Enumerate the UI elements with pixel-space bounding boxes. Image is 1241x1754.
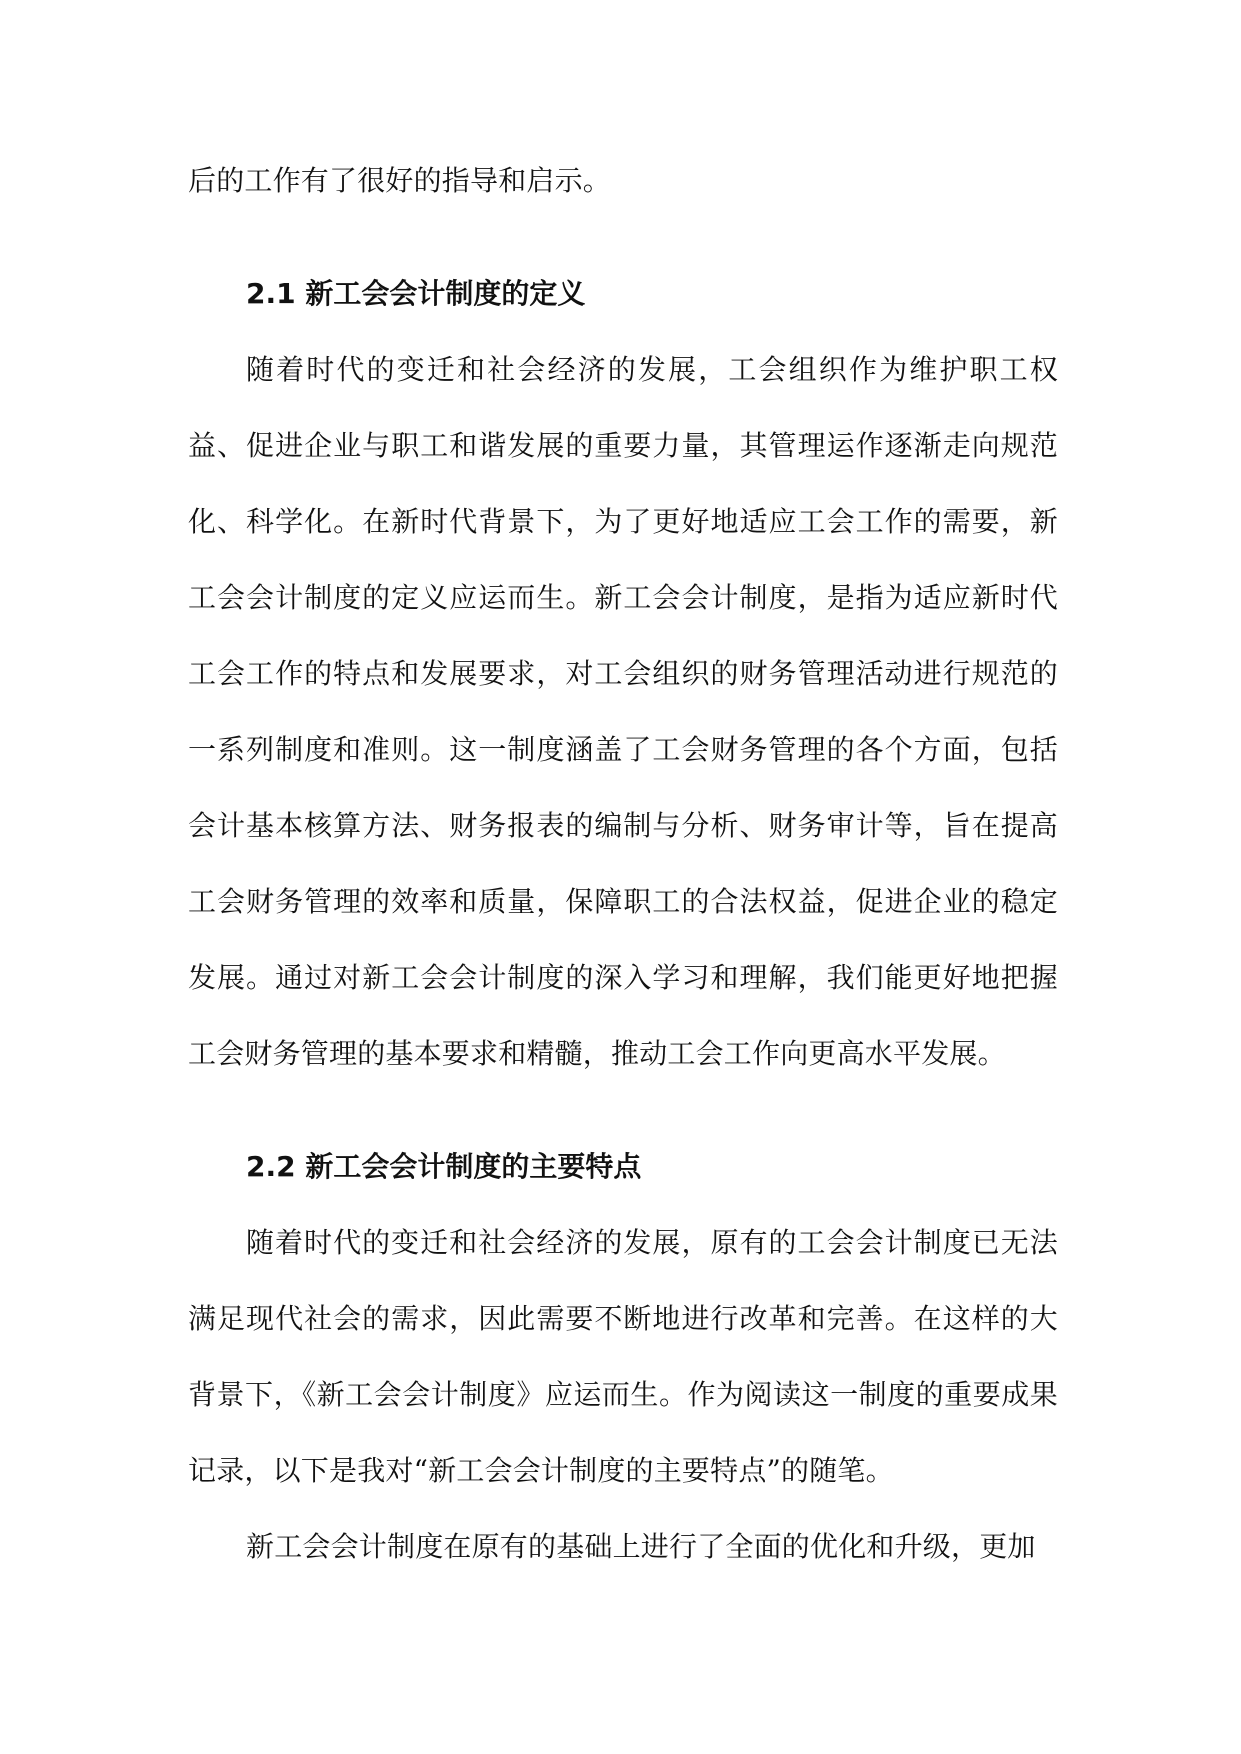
section-heading-2-2: 2.2 新工会会计制度的主要特点: [246, 1150, 642, 1183]
document-body: [188, 143, 1058, 1585]
section-2-2-paragraph-2: 新工会会计制度在原有的基础上进行了全面的优化和升级，更加: [246, 1530, 1036, 1563]
section-2-2-paragraph-1: 随着时代的变迁和社会经济的发展，原有的工会会计制度已无法满足现代社会的需求，因此需要不断地进行改革和完善。在这样的大背景下，《新工会会计制度》应运而生。作为阅读这一制度的重要成果记录，以下是我对“新工会会计制度的主要特点”的随笔。: [188, 1226, 1058, 1487]
continuation-paragraph: 后的工作有了很好的指导和启示。: [188, 164, 612, 197]
section-heading-2-1: 2.1 新工会会计制度的定义: [246, 277, 586, 310]
section-2-1-paragraph: 随着时代的变迁和社会经济的发展，工会组织作为维护职工权益、促进企业与职工和谐发展的重要力量，其管理运作逐渐走向规范化、科学化。在新时代背景下，为了更好地适应工会工作的需要，新工会会计制度的定义应运而生。新工会会计制度，是指为适应新时代工会工作的特点和发展要求，对工会组织的财务管理活动进行规范的一系列制度和准则。这一制度涵盖了工会财务管理的各个方面，包括会计基本核算方法、财务报表的编制与分析、财务审计等，旨在提高工会财务管理的效率和质量，保障职工的合法权益，促进企业的稳定发展。通过对新工会会计制度的深入学习和理解，我们能更好地把握工会财务管理的基本要求和精髓，推动工会工作向更高水平发展。: [188, 353, 1058, 1070]
